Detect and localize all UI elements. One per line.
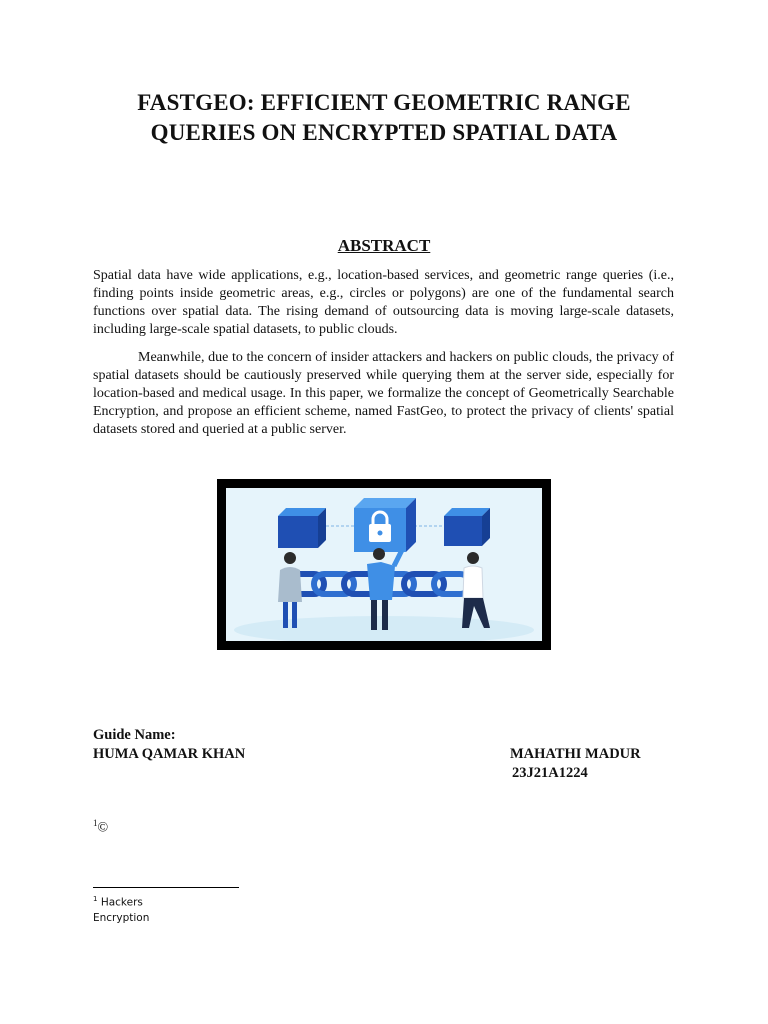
copyright-symbol: © bbox=[97, 820, 109, 836]
student-name: MAHATHI MADUR bbox=[510, 746, 641, 762]
copyright-mark bbox=[93, 818, 108, 837]
footnote-ref: 1 bbox=[93, 895, 98, 903]
right-cube-icon bbox=[444, 508, 490, 546]
title-line-1: FASTGEO: EFFICIENT GEOMETRIC RANGE bbox=[137, 90, 631, 115]
document-title bbox=[60, 88, 708, 148]
student-id: 23J21A1224 bbox=[512, 765, 588, 781]
left-cube-icon bbox=[278, 508, 326, 548]
guide-name: HUMA QAMAR KHAN bbox=[93, 746, 246, 762]
lock-cube-icon bbox=[354, 498, 416, 552]
guide-label: Guide Name: bbox=[93, 727, 176, 743]
abstract-paragraph-1: Spatial data have wide applications, e.g., location-based services, and geometric range queries (i.e., finding points inside geometric areas, e.g., circles or polygons) are one of the fundamental search functions over spatial data. The rising demand of outsourcing data is moving large-scale datasets, including large-scale spatial datasets, to public clouds. bbox=[93, 268, 674, 337]
footnote-rule bbox=[93, 887, 239, 888]
abstract-paragraph-2: Meanwhile, due to the concern of insider attackers and hackers on public clouds, the privacy of spatial datasets should be cautiously preserved while querying them at the server side, especially for location-based and medical usage. In this paper, we formalize the concept of Geometrically Searchable Encryption, and propose an efficient scheme, named FastGeo, to protect the privacy of clients' spatial datasets stored and queried at a public server. bbox=[93, 350, 674, 437]
abstract-heading: ABSTRACT bbox=[337, 236, 431, 255]
footnote bbox=[93, 892, 149, 926]
title-line-2: QUERIES ON ENCRYPTED SPATIAL DATA bbox=[150, 120, 618, 145]
footnote-line-1: Hackers bbox=[100, 896, 143, 909]
copyright-footnote-ref: 1 bbox=[93, 818, 98, 828]
footnote-line-2: Encryption bbox=[93, 911, 150, 924]
blockchain-security-figure bbox=[217, 479, 551, 650]
blockchain-security-illustration bbox=[226, 488, 542, 641]
